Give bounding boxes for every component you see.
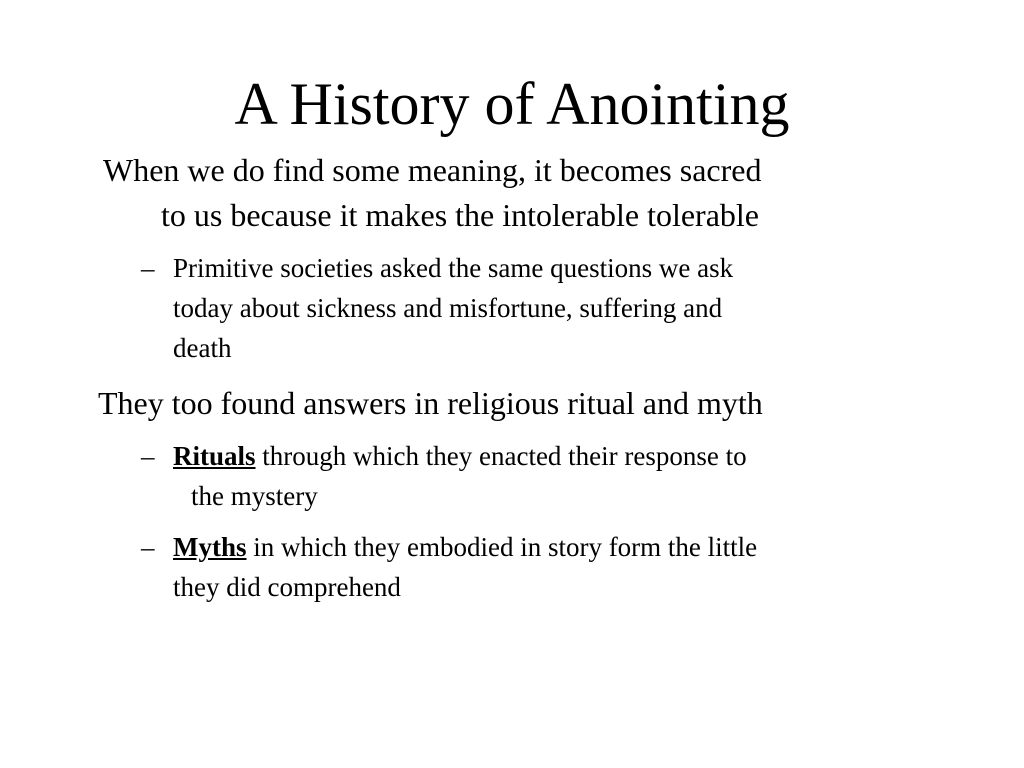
sub-bullet-rituals <box>141 436 921 521</box>
slide-title: A History of Anointing <box>234 71 790 137</box>
sub-bullet-line-1: in which they embodied in story form the little <box>246 532 758 562</box>
sub-bullet-text <box>173 436 913 516</box>
sub-bullet-line-1: Primitive societies asked the same questions we ask <box>173 253 734 283</box>
keyword-rituals: Rituals <box>173 441 256 471</box>
sub-bullet-line-2: they did comprehend <box>173 572 401 602</box>
sub-bullet-myths <box>141 527 921 612</box>
bullet-answers: They too found answers in religious ritual and myth <box>98 385 763 421</box>
bullet-meaning <box>103 148 1001 238</box>
sub-bullet-primitive-societies <box>141 248 921 373</box>
dash-marker: – <box>141 441 155 471</box>
sub-bullet-text <box>173 527 913 607</box>
bullet-meaning-line-1: When we do find some meaning, it becomes sacred <box>103 152 762 188</box>
keyword-myths: Myths <box>173 532 247 562</box>
dash-marker: – <box>141 253 155 283</box>
sub-bullet-line-1: through which they enacted their response to <box>255 441 747 471</box>
sub-bullet-line-2: today about sickness and misfortune, suffering and <box>173 293 723 323</box>
dash-marker: – <box>141 532 155 562</box>
bullet-meaning-line-2: to us because it makes the intolerable tolerable <box>161 197 759 233</box>
sub-bullet-text <box>173 248 913 368</box>
sub-bullet-line-3: death <box>173 333 232 363</box>
sub-bullet-line-2: the mystery <box>191 481 318 511</box>
